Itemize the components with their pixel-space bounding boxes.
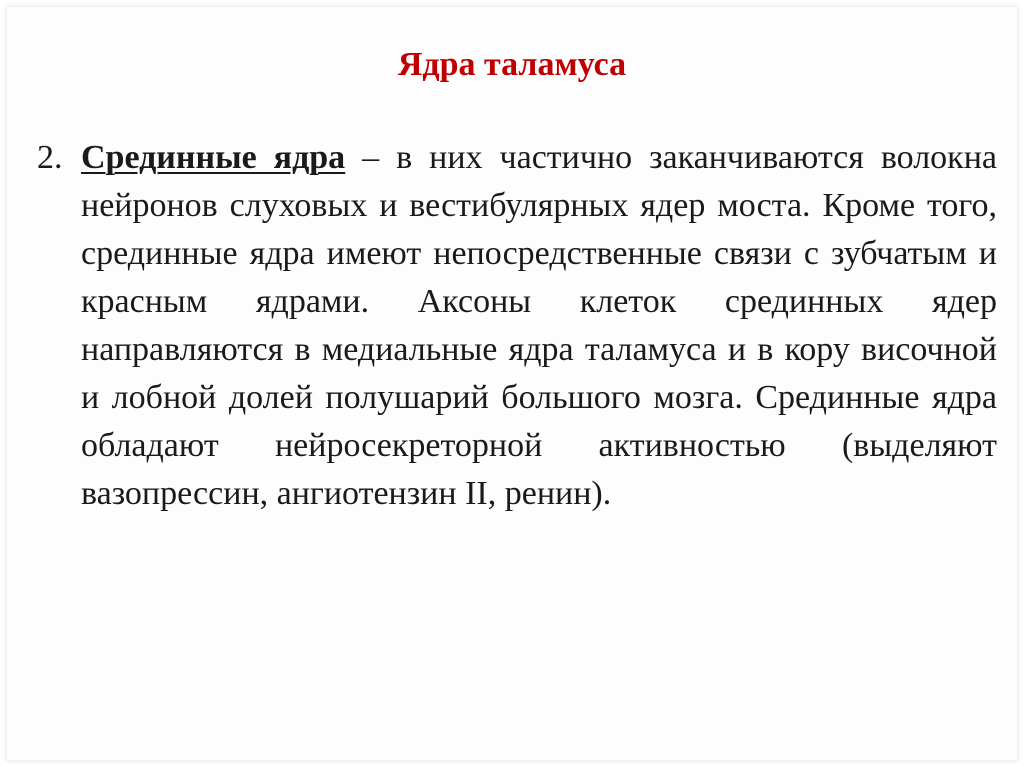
numbered-item	[37, 134, 997, 518]
slide	[6, 6, 1018, 761]
item-number: 2.	[37, 139, 63, 176]
item-text	[81, 134, 997, 518]
item-term: Срединные ядра	[81, 139, 346, 176]
slide-title: Ядра таламуса	[397, 46, 627, 83]
item-body: – в них частично заканчиваются волокна нейронов слуховых и вестибулярных ядер моста. Кроме того, срединные ядра имеют непосредственные связи с зубчатым и красным ядрами. Аксоны клеток срединных ядер направляются в медиальные ядра таламуса и в кору височной и лобной долей полушарий большого мозга. Срединные ядра обладают нейросекреторной активностью (выделяют вазопрессин, ангиотензин II, ренин).	[81, 139, 997, 512]
